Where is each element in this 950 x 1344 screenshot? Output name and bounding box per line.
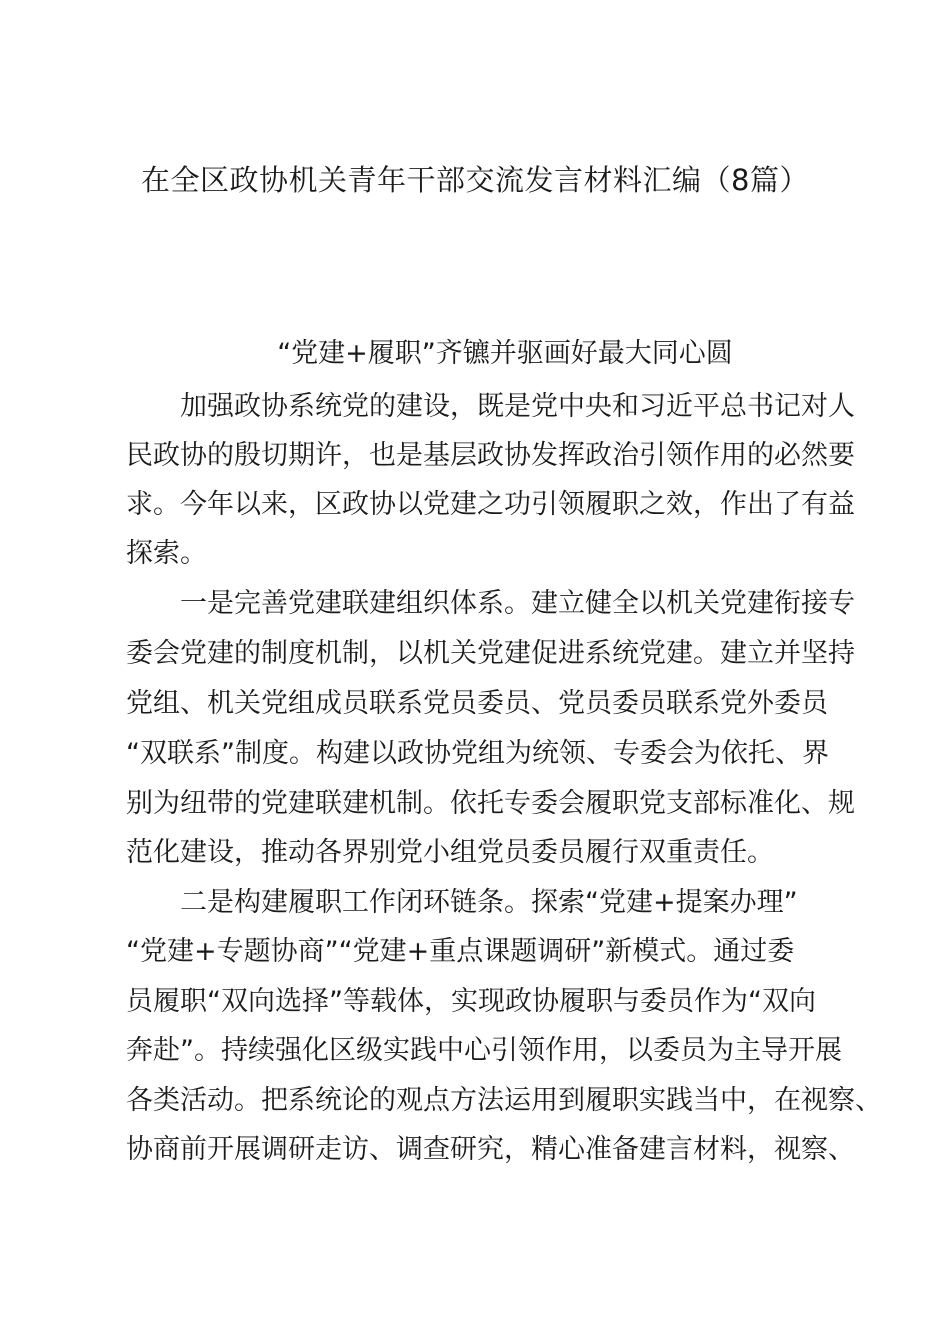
paragraph-line: 加强政协系统党的建设，既是党中央和习近平总书记对人 (180, 391, 855, 422)
paragraph-line: 求。今年以来，区政协以党建之功引领履职之效，作出了有益 (126, 489, 855, 520)
paragraph-line: 二是构建履职工作闭环链条。探索“党建+提案办理” (180, 887, 798, 918)
section-title: “党建+履职”齐镳并驱画好最大同心圆 (277, 338, 733, 369)
paragraph-line: 奔赴”。持续强化区级实践中心引领作用，以委员为主导开展 (126, 1035, 842, 1066)
paragraph-line: 民政协的殷切期许，也是基层政协发挥政治引领作用的必然要 (126, 440, 855, 471)
paragraph-line: 党组、机关党组成员联系党员委员、党员委员联系党外委员 (126, 688, 828, 719)
paragraph-line: 各类活动。把系统论的观点方法运用到履职实践当中，在视察、 (126, 1085, 882, 1116)
paragraph-line: 委会党建的制度机制，以机关党建促进系统党建。建立并坚持 (126, 638, 855, 669)
paragraph-line: 范化建设，推动各界别党小组党员委员履行双重责任。 (126, 837, 774, 868)
paragraph-line: “党建+专题协商”“党建+重点课题调研”新模式。通过委 (126, 936, 795, 967)
paragraph-line: “双联系”制度。构建以政协党组为统领、专委会为依托、界 (126, 738, 829, 769)
paragraph-line: 探索。 (126, 538, 207, 569)
paragraph-line: 员履职“双向选择”等载体，实现政协履职与委员作为“双向 (126, 986, 816, 1017)
document-title: 在全区政协机关青年干部交流发言材料汇编（8篇） (141, 163, 809, 197)
paragraph-line: 别为纽带的党建联建机制。依托专委会履职党支部标准化、规 (126, 788, 855, 819)
paragraph-line: 一是完善党建联建组织体系。建立健全以机关党建衔接专 (180, 588, 855, 619)
paragraph-line: 协商前开展调研走访、调查研究，精心准备建言材料，视察、 (126, 1134, 855, 1165)
